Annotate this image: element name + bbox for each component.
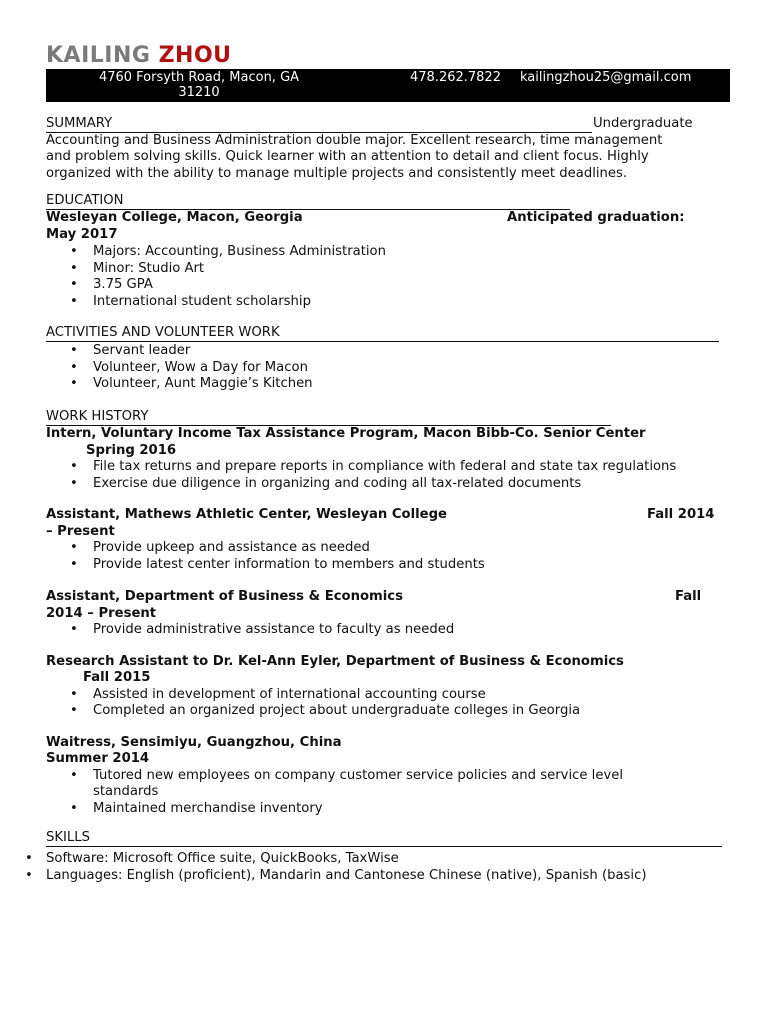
list-item: • Assisted in development of international accounting course — [46, 687, 731, 704]
job-duties — [46, 459, 731, 492]
list-item: • Maintained merchandise inventory — [46, 801, 731, 818]
education-heading — [46, 193, 570, 210]
list-item: • Volunteer, Wow a Day for Macon — [46, 360, 726, 377]
address-line-1: 4760 Forsyth Road, Macon, GA — [98, 70, 300, 85]
education-list — [46, 244, 726, 310]
job-duties — [46, 540, 731, 573]
job-entry — [46, 589, 731, 639]
list-item: • Servant leader — [46, 343, 726, 360]
job-date: Summer 2014 — [46, 751, 150, 766]
summary-section — [46, 116, 706, 182]
summary-line-2: and problem solving skills. Quick learner with an attention to detail and client focus. Highly — [46, 149, 649, 164]
list-item: • 3.75 GPA — [46, 277, 726, 294]
job-date: 2014 – Present — [46, 605, 157, 621]
school-name: Wesleyan College, Macon, Georgia — [46, 210, 303, 225]
list-item: • Languages: English (proficient), Mandarin and Cantonese Chinese (native), Spanish (basic) — [0, 868, 740, 885]
last-name: ZHOU — [158, 43, 232, 68]
activities-list — [46, 343, 726, 393]
list-item: • Volunteer, Aunt Maggie’s Kitchen — [46, 376, 726, 393]
graduation-label: Anticipated graduation: — [507, 210, 685, 225]
job-entry — [46, 654, 731, 720]
phone: 478.262.7822 — [410, 70, 501, 85]
job-title: Waitress, Sensimiyu, Guangzhou, China — [46, 734, 342, 750]
list-item: • Software: Microsoft Office suite, QuickBooks, TaxWise — [0, 851, 740, 868]
skills-section — [46, 830, 726, 847]
job-duties — [46, 768, 731, 818]
list-item: • Tutored new employees on company customer service policies and service level standards — [46, 768, 731, 801]
education-section — [46, 193, 726, 310]
skills-list — [0, 851, 740, 884]
job-title: Research Assistant to Dr. Kel-Ann Eyler, Department of Business & Economics — [46, 653, 624, 669]
job-title-row — [46, 589, 731, 606]
job-entry — [46, 426, 731, 492]
summary-line-1: Accounting and Business Administration double major. Excellent research, time management — [46, 132, 663, 148]
list-item: • Exercise due diligence in organizing and coding all tax-related documents — [46, 476, 731, 493]
job-date: Spring 2016 — [86, 442, 177, 458]
list-item: • Provide upkeep and assistance as needed — [46, 540, 731, 557]
list-item: • Provide latest center information to members and students — [46, 557, 731, 574]
work-history-heading-label: WORK HISTORY — [46, 409, 149, 424]
job-title: Assistant, Mathews Athletic Center, Wesleyan College — [46, 507, 447, 522]
skills-heading — [46, 830, 722, 847]
job-title: Intern, Voluntary Income Tax Assistance Program, Macon Bibb-Co. Senior Center — [46, 426, 646, 441]
list-item: • File tax returns and prepare reports in compliance with federal and state tax regulations — [46, 459, 731, 476]
address-line-2: 31210 — [178, 85, 220, 100]
job-duties — [46, 622, 731, 639]
job-entry — [46, 507, 731, 573]
work-history-heading — [46, 409, 611, 426]
summary-heading-label: SUMMARY — [46, 116, 113, 131]
list-item: • Completed an organized project about undergraduate colleges in Georgia — [46, 703, 731, 720]
list-item: • Provide administrative assistance to faculty as needed — [46, 622, 731, 639]
email: kailingzhou25@gmail.com — [520, 70, 692, 85]
list-item: • Minor: Studio Art — [46, 261, 726, 278]
job-date: Fall 2015 — [83, 670, 151, 685]
activities-heading — [46, 325, 719, 342]
list-item: • International student scholarship — [46, 294, 726, 311]
summary-line-3: organized with the ability to manage multiple projects and consistently meet deadlines. — [46, 165, 628, 181]
activities-section — [46, 325, 726, 393]
job-date: – Present — [46, 523, 115, 539]
job-duties — [46, 687, 731, 720]
address — [79, 70, 319, 100]
summary-tag: Undergraduate — [593, 116, 693, 131]
skills-heading-label: SKILLS — [46, 830, 90, 845]
graduation-date: May 2017 — [46, 226, 118, 242]
job-title: Assistant, Department of Business & Economics — [46, 589, 403, 604]
list-item: • Majors: Accounting, Business Administration — [46, 244, 726, 261]
first-name: KAILING — [46, 43, 151, 68]
job-date-start: Fall — [675, 589, 702, 604]
activities-heading-label: ACTIVITIES AND VOLUNTEER WORK — [46, 325, 280, 340]
education-school-row — [46, 210, 726, 227]
job-title-row — [46, 507, 731, 524]
candidate-name — [46, 42, 232, 70]
summary-heading-row — [46, 116, 706, 133]
education-heading-label: EDUCATION — [46, 193, 124, 208]
summary-heading — [46, 116, 592, 133]
job-date-start: Fall 2014 — [647, 507, 715, 522]
contact-bar — [46, 69, 730, 102]
job-entry — [46, 735, 731, 818]
work-history-section — [46, 409, 731, 817]
